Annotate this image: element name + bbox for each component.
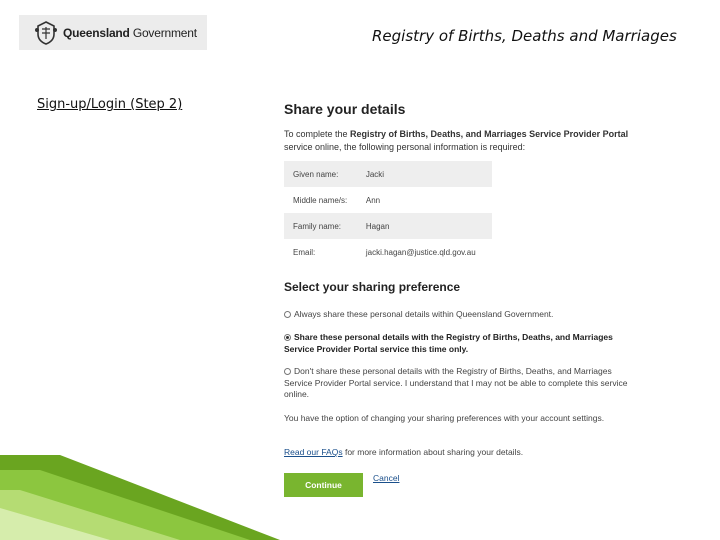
given-name-value: Jacki [365,169,385,179]
continue-button[interactable]: Continue [284,473,363,497]
table-row [284,213,492,239]
cancel-link[interactable]: Cancel [373,473,400,483]
option-label: Always share these personal details within Queensland Government. [294,309,554,319]
table-row [284,187,492,213]
queensland-crest-icon [33,20,59,46]
share-details-heading: Share your details [284,101,406,117]
option-label: Share these personal details with the Registry of Births, Deaths, and Marriages Service Provider Portal service this time only. [284,332,613,354]
settings-note: You have the option of changing your sharing preferences with your account settings. [284,413,605,423]
logo-text: Queensland Government [63,25,197,40]
table-row [284,239,492,265]
family-name-label: Family name: [293,221,342,231]
radio-icon[interactable] [284,311,291,318]
option-dont-share[interactable] [284,366,629,401]
option-always-share[interactable] [284,309,629,321]
option-label: Don't share these personal details with the Registry of Births, Deaths, and Marriages Service Provider Portal service. I understand that I may not be able to complete this service online. [284,366,628,399]
slide-title: Registry of Births, Deaths and Marriages [372,27,677,45]
middle-name-label: Middle name/s: [293,195,348,205]
step-link[interactable]: Sign-up/Login (Step 2) [37,97,183,112]
details-table [284,161,492,265]
radio-icon[interactable] [284,334,291,341]
email-label: Email: [293,247,316,257]
middle-name-value: Ann [365,195,381,205]
family-name-value: Hagan [365,221,390,231]
table-row [284,161,492,187]
faq-text: Read our FAQs for more information about sharing your details. [284,447,524,457]
radio-icon[interactable] [284,368,291,375]
faq-link[interactable]: Read our FAQs [284,447,343,457]
intro-text: To complete the Registry of Births, Deaths, and Marriages Service Provider Portal service online, the following personal information is required: [284,129,629,152]
queensland-government-logo[interactable] [19,15,207,50]
given-name-label: Given name: [293,169,339,179]
email-value: jacki.hagan@justice.qld.gov.au [365,247,476,257]
option-share-this-time[interactable] [284,332,629,355]
sharing-preference-heading: Select your sharing preference [284,280,461,294]
